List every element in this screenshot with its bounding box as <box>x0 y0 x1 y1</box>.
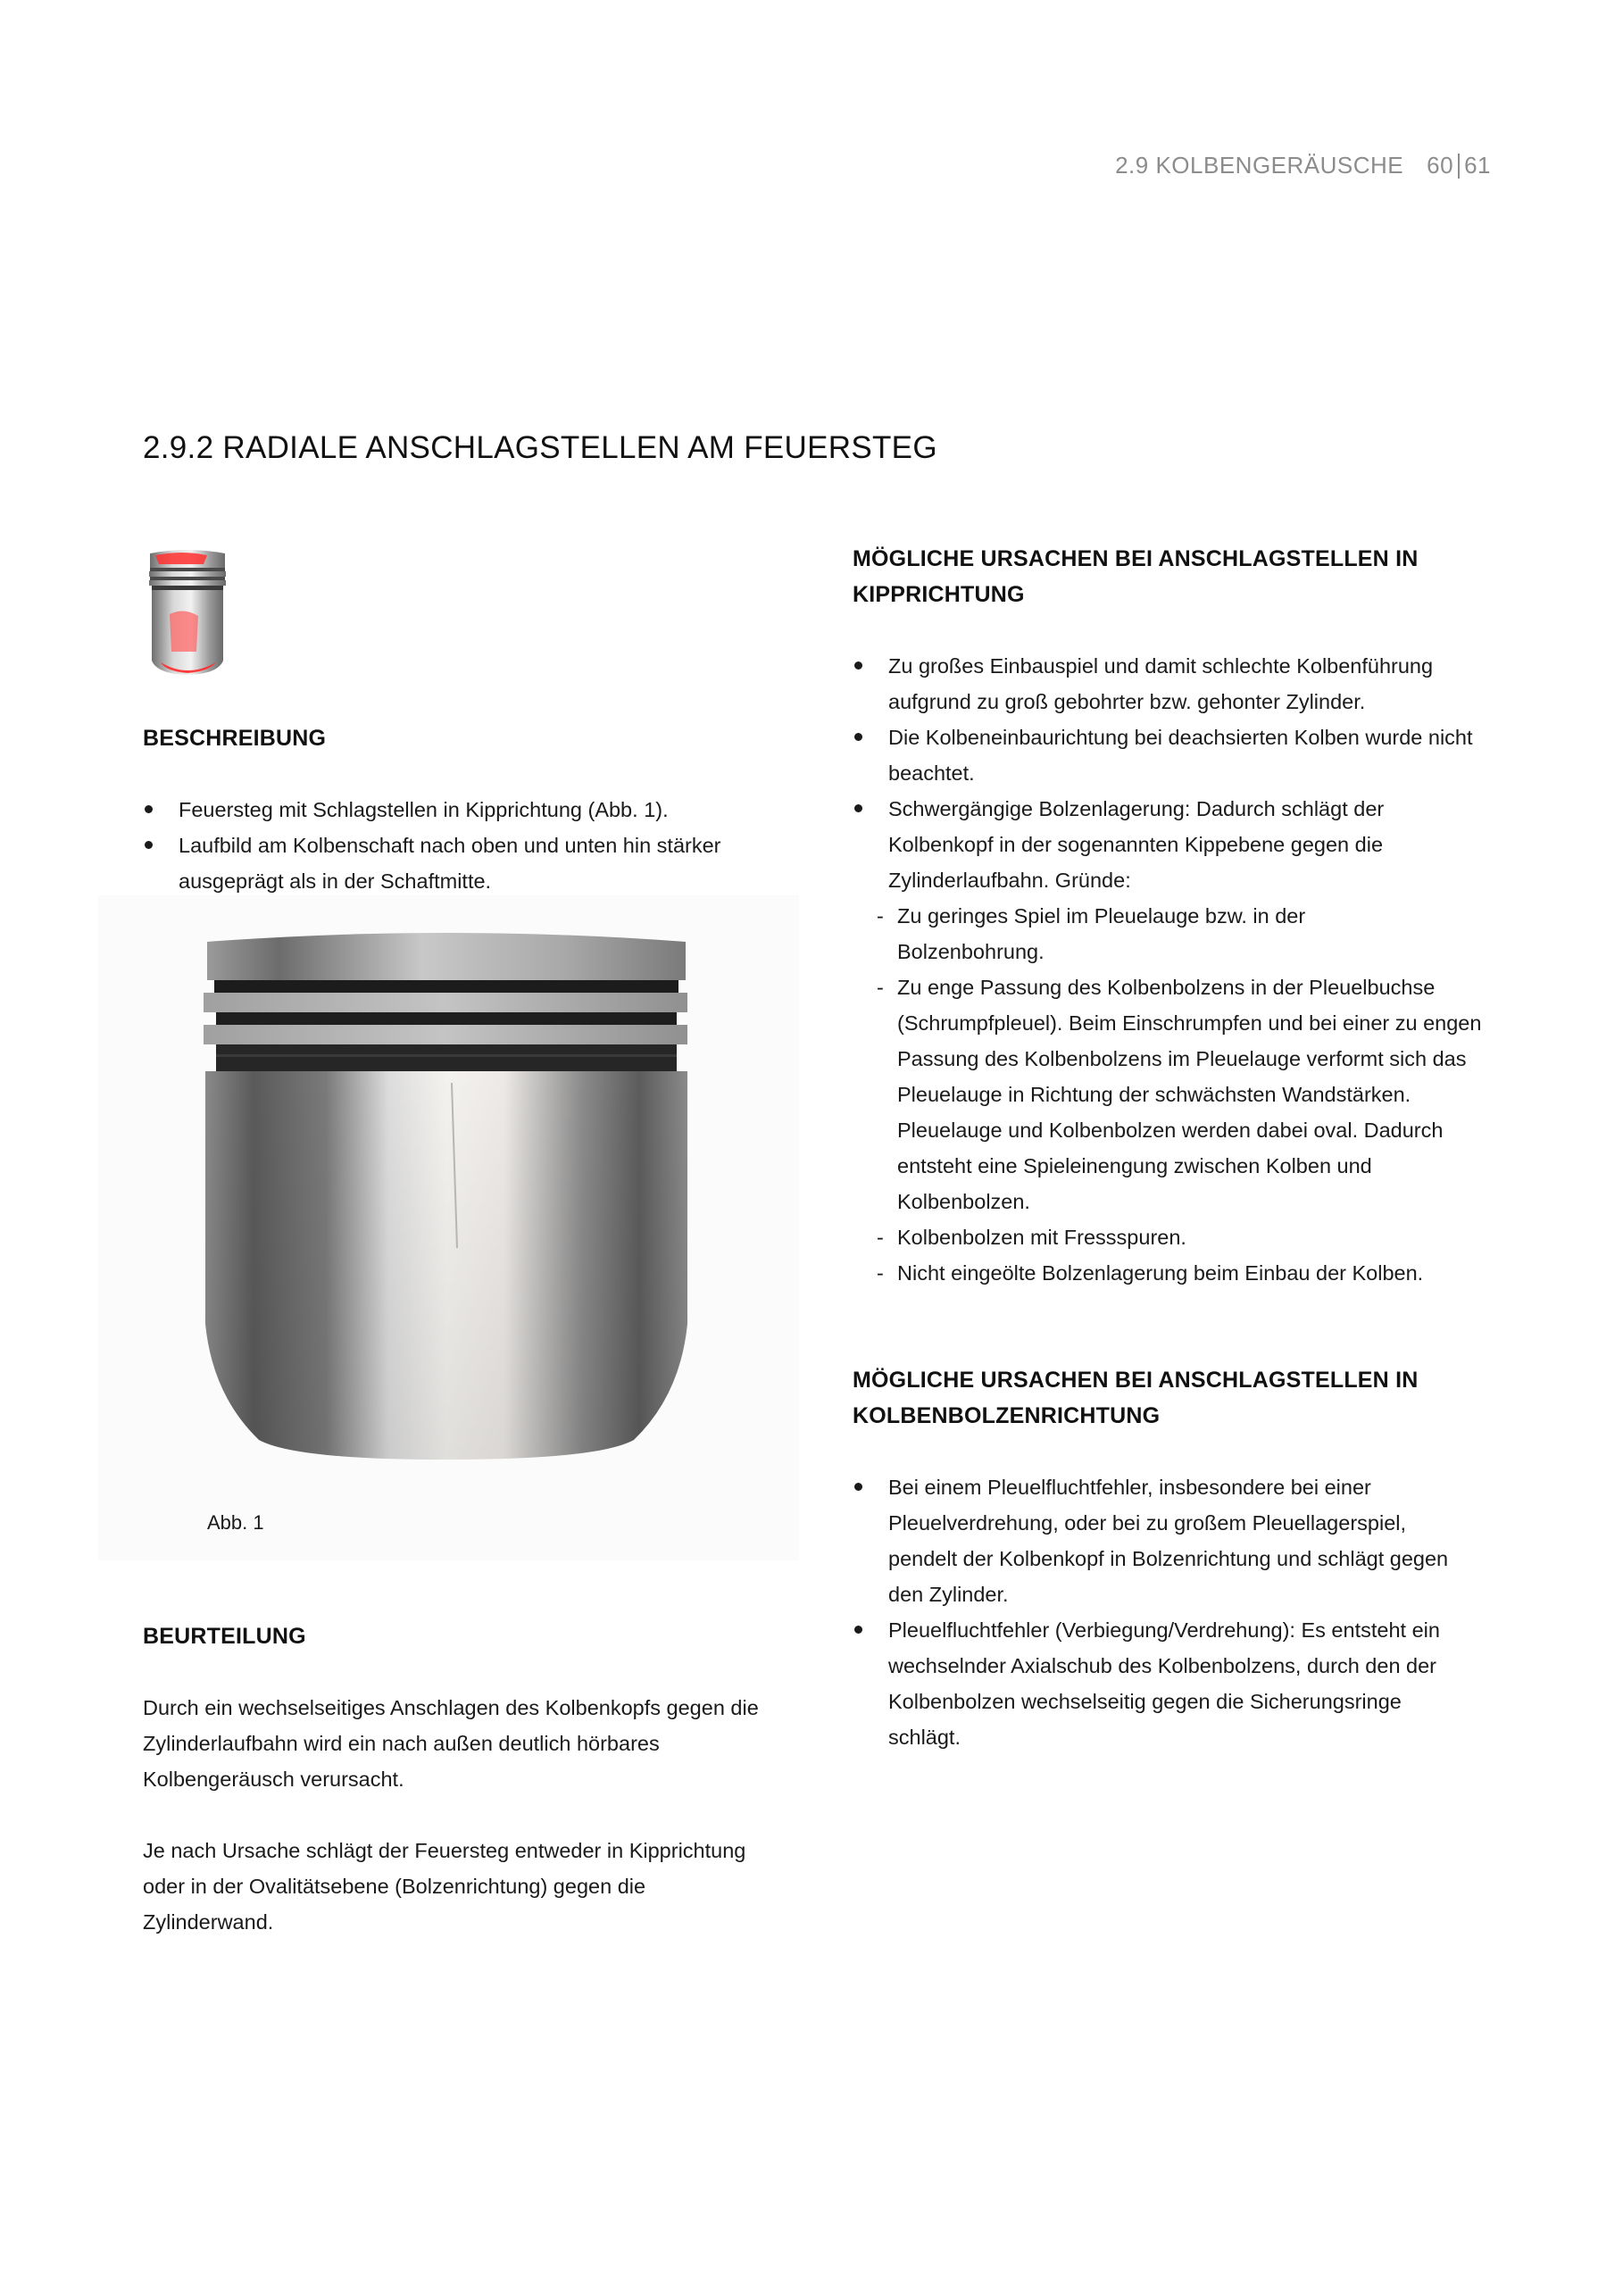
bullet-icon <box>145 841 153 849</box>
left-column <box>143 545 795 899</box>
ursachen-kipp-heading: MÖGLICHE URSACHEN BEI ANSCHLAGSTELLEN IN KIPPRICHTUNG <box>853 546 1419 607</box>
dash-icon: - <box>877 1261 884 1285</box>
page-number-left: 60 <box>1427 152 1454 179</box>
piston-photo <box>98 895 799 1560</box>
beurteilung-heading: BEURTEILUNG <box>143 1624 306 1649</box>
ursachen-kipp-list <box>853 648 1495 1291</box>
beschreibung-heading: BESCHREIBUNG <box>143 726 327 751</box>
dash-icon: - <box>877 1226 884 1249</box>
list-item: Laufbild am Kolbenschaft nach oben und unten hin stärker ausgeprägt als in der Schaftmitte. <box>143 828 795 899</box>
list-item: Die Kolbeneinbaurichtung bei deachsierten Kolben wurde nicht beachtet. <box>853 720 1495 791</box>
ursachen-bolzen-heading: MÖGLICHE URSACHEN BEI ANSCHLAGSTELLEN IN KOLBENBOLZENRICHTUNG <box>853 1368 1419 1428</box>
figure-caption: Abb. 1 <box>207 1511 264 1534</box>
page-number-right: 61 <box>1464 152 1491 179</box>
beurteilung-paragraph: Durch ein wechselseitiges Anschlagen des Kolbenkopfs gegen die Zylinderlaufbahn wird ein nach außen deutlich hörbares Kolbengeräusch verursacht. <box>143 1696 759 1791</box>
right-column <box>853 541 1495 1755</box>
chapter-title: 2.9 KOLBENGERÄUSCHE <box>1115 152 1404 179</box>
red-impact-skirt <box>170 611 198 652</box>
bullet-icon <box>854 1483 862 1491</box>
bullet-icon <box>145 805 153 813</box>
bullet-icon <box>854 733 862 741</box>
running-header <box>1115 152 1491 179</box>
page-numbers <box>1427 152 1491 179</box>
sublist-item: - Zu enge Passung des Kolbenbolzens in der Pleuelbuchse (Schrumpfpleuel). Beim Einschrumpfen und bei einer zu engen Passung des Kolbenbolzens im Pleuelauge verformt sich das Pleuelauge in Richtung der schwächsten Wandstärken. Pleuelauge und Kolbenbolzen werden dabei oval. Dadurch entsteht eine Spieleinengung zwischen Kolben und Kolbenbolzen. <box>876 969 1495 1219</box>
red-impact-top <box>155 553 207 564</box>
section-title: 2.9.2 RADIALE ANSCHLAGSTELLEN AM FEUERSTEG <box>143 430 937 465</box>
sublist-item: - Kolbenbolzen mit Fressspuren. <box>876 1219 1495 1255</box>
dash-icon: - <box>877 904 884 928</box>
list-item: Bei einem Pleuelfluchtfehler, insbesondere bei einer Pleuelverdrehung, oder bei zu großem Pleuellagerspiel, pendelt der Kolbenkopf in Bolzenrichtung und schlägt gegen den Zylinder. <box>853 1469 1495 1612</box>
list-item: Pleuelfluchtfehler (Verbiegung/Verdrehung): Es entsteht ein wechselnder Axialschub des Kolbenbolzens, durch den der Kolbenbolzen wechselseitig gegen die Sicherungsringe schlägt. <box>853 1612 1495 1755</box>
beurteilung-section <box>143 1618 795 1940</box>
piston-damage-icon <box>137 545 237 678</box>
dash-icon: - <box>877 976 884 999</box>
bullet-icon <box>854 1626 862 1634</box>
bullet-icon <box>854 661 862 670</box>
bullet-icon <box>854 804 862 812</box>
sublist-item: - Zu geringes Spiel im Pleuelauge bzw. in der Bolzenbohrung. <box>876 898 1495 969</box>
list-item: Feuersteg mit Schlagstellen in Kipprichtung (Abb. 1). <box>143 792 795 828</box>
list-item: Zu großes Einbauspiel und damit schlechte Kolbenführung aufgrund zu groß gebohrter bzw. gehonter Zylinder. <box>853 648 1495 720</box>
ursachen-bolzen-list <box>853 1469 1495 1755</box>
figure-piston-photo <box>98 895 799 1560</box>
sublist-item: - Nicht eingeölte Bolzenlagerung beim Einbau der Kolben. <box>876 1255 1495 1291</box>
page-separator <box>1458 154 1460 179</box>
list-item: Schwergängige Bolzenlagerung: Dadurch schlägt der Kolbenkopf in der sogenannten Kippebene gegen die Zylinderlaufbahn. Gründe: - Zu geringes Spiel im Pleuelauge bzw. in der Bolzenbohrung. - Zu enge Passung des Kolbenbolzens in der Pleuelbuchse (Schrumpfpleuel). Beim Einschrumpfen und bei einer zu engen Passung des Kolbenbolzens im Pleuelauge verformt sich das Pleuelauge in Richtung der schwächsten Wandstärken. Pleuelauge und Kolbenbolzen werden dabei oval. Dadurch entsteht eine Spieleinengung zwischen Kolben und Kolbenbolzen. - Kolbenbolzen mit Fressspuren. - Nicht eingeölte Bolzenlagerung beim Einbau der Kolben. <box>853 791 1495 1291</box>
beschreibung-list <box>143 792 795 899</box>
gruende-sublist <box>876 898 1495 1291</box>
beurteilung-paragraph: Je nach Ursache schlägt der Feuersteg entweder in Kipprichtung oder in der Ovalitätsebene (Bolzenrichtung) gegen die Zylinderwand. <box>143 1839 746 1934</box>
